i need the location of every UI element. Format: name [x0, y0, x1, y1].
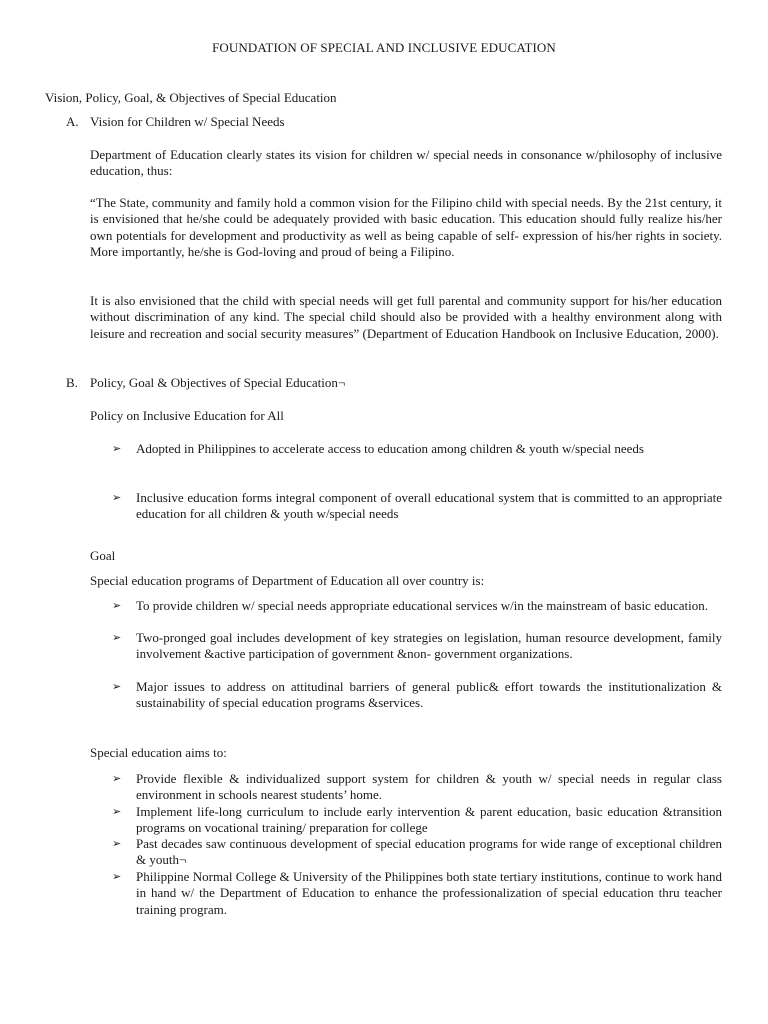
aims-bullet-text: Provide flexible & individualized support system for children & youth w/ special needs in regular class environment in schools nearest students’ home. [136, 771, 722, 803]
vision-quote-paragraph-1: “The State, community and family hold a common vision for the Filipino child with special needs. By the 21st century, it is envisioned that he/she could be adequately provided with basic education. This education should fully realize his/her own potentials for development and productivity as well as being capable of self- expression of his/her rights in society. More importantly, he/she is God-loving and proud of being a Filipino. [90, 195, 722, 260]
arrow-bullet-icon: ➢ [112, 599, 122, 612]
goal-label: Goal [90, 548, 116, 563]
goal-bullet-text: To provide children w/ special needs appropriate educational services w/in the mainstream of basic education. [136, 598, 708, 613]
aims-bullet-text: Implement life-long curriculum to include early intervention & parent education, basic education &transition programs on vocational training/ preparation for college [136, 804, 722, 836]
part-b-heading-text: Policy, Goal & Objectives of Special Education¬ [90, 375, 346, 390]
aims-bullet-text: Past decades saw continuous development of special education programs for wide range of exceptional children & youth¬ [136, 836, 722, 868]
goal-intro: Special education programs of Department of Education all over country is: [90, 573, 485, 588]
part-b-letter: B. [66, 375, 78, 390]
aims-bullet-text: Philippine Normal College & University of the Philippines both state tertiary institutions, continue to work hand in hand w/ the Department of Education to enhance the professionalization of special education thru teacher training program. [136, 869, 722, 917]
arrow-bullet-icon: ➢ [112, 870, 122, 883]
section-heading: Vision, Policy, Goal, & Objectives of Special Education [45, 90, 337, 105]
policy-bullet-text: Adopted in Philippines to accelerate access to education among children & youth w/special needs [136, 441, 644, 456]
policy-label: Policy on Inclusive Education for All [90, 408, 284, 423]
arrow-bullet-icon: ➢ [112, 805, 122, 818]
part-a-heading-text: Vision for Children w/ Special Needs [90, 114, 285, 129]
part-a-intro-paragraph: Department of Education clearly states its vision for children w/ special needs in consonance w/philosophy of inclusive education, thus: [90, 147, 722, 179]
arrow-bullet-icon: ➢ [112, 442, 122, 455]
arrow-bullet-icon: ➢ [112, 837, 122, 850]
part-b-heading [66, 375, 345, 391]
goal-bullet-text: Two-pronged goal includes development of key strategies on legislation, human resource development, family involvement &active participation of government &non- government organizations. [136, 630, 722, 662]
policy-bullet-text: Inclusive education forms integral component of overall educational system that is committed to an appropriate education for all children & youth w/special needs [136, 490, 722, 522]
arrow-bullet-icon: ➢ [112, 631, 122, 644]
vision-quote-paragraph-2: It is also envisioned that the child with special needs will get full parental and community support for his/her education without discrimination of any kind. The special child should also be provided with a healthy environment along with leisure and recreation and social security measures” (Department of Education Handbook on Inclusive Education, 2000). [90, 293, 722, 341]
document-title: FOUNDATION OF SPECIAL AND INCLUSIVE EDUCATION [212, 40, 556, 55]
goal-bullet-text: Major issues to address on attitudinal barriers of general public& effort towards the institutionalization & sustainability of special education programs &services. [136, 679, 722, 711]
arrow-bullet-icon: ➢ [112, 491, 122, 504]
aims-intro: Special education aims to: [90, 745, 227, 760]
part-a-heading [66, 114, 285, 130]
arrow-bullet-icon: ➢ [112, 772, 122, 785]
part-a-letter: A. [66, 114, 79, 129]
arrow-bullet-icon: ➢ [112, 680, 122, 693]
